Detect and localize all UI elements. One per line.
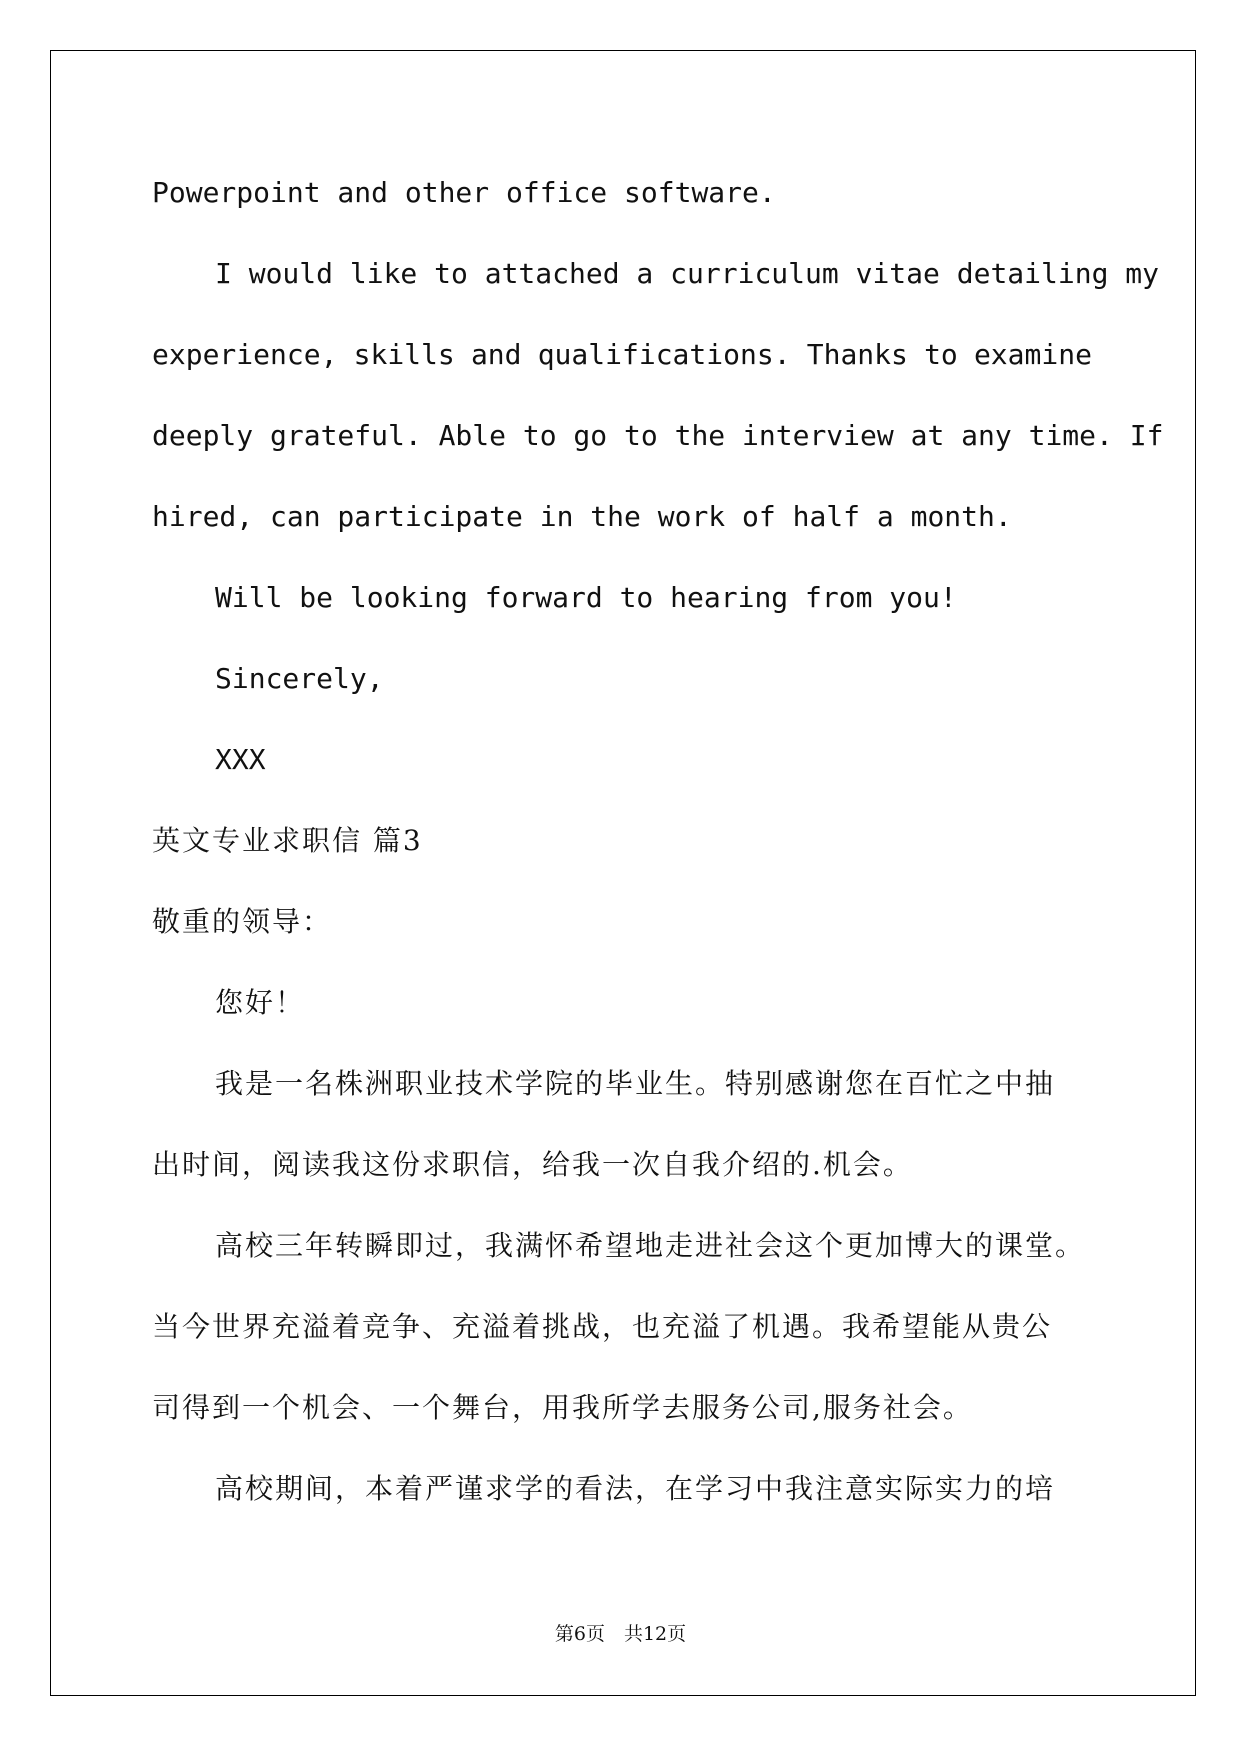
- text-line-1: Powerpoint and other office software.: [152, 176, 776, 209]
- greeting: 您好！: [215, 986, 306, 1019]
- word: examine: [973, 338, 1092, 371]
- text-line-14: 高校三年转瞬即过，我满怀希望地走进社会这个更加博大的课堂。: [215, 1229, 1086, 1262]
- page-border: [50, 50, 1196, 1696]
- text-line-12: 我是一名株洲职业技术学院的毕业生。特别感谢您在百忙之中抽: [215, 1067, 1056, 1100]
- text-line-16: 司得到一个机会、一个舞台，用我所学去服务公司,服务社会。: [152, 1391, 973, 1424]
- word: and: [470, 338, 522, 371]
- word: experience,: [152, 338, 338, 371]
- text-line-3: [152, 337, 1092, 373]
- page-number: 第6页 共12页: [554, 1623, 687, 1645]
- text-line-13: 出时间，阅读我这份求职信，给我一次自我介绍的.机会。: [152, 1148, 913, 1181]
- word: skills: [353, 338, 455, 371]
- text-line-2: I would like to attached a curriculum vitae detailing my: [215, 257, 1160, 290]
- salutation: 敬重的领导：: [152, 905, 333, 938]
- word: qualifications.: [537, 338, 791, 371]
- text-line-7: Sincerely,: [215, 662, 384, 695]
- section-heading: 英文专业求职信 篇3: [152, 824, 423, 857]
- text-line-17: 高校期间，本着严谨求学的看法，在学习中我注意实际实力的培: [215, 1472, 1056, 1505]
- text-line-4: deeply grateful. Able to go to the interview at any time. If: [152, 419, 1164, 452]
- text-line-5: hired, can participate in the work of half a month.: [152, 500, 1012, 533]
- word: Thanks: [806, 338, 908, 371]
- word: to: [924, 338, 958, 371]
- text-line-15: 当今世界充溢着竞争、充溢着挑战，也充溢了机遇。我希望能从贵公: [152, 1310, 1053, 1343]
- text-line-6: Will be looking forward to hearing from you!: [215, 581, 957, 614]
- text-line-8: XXX: [215, 743, 266, 776]
